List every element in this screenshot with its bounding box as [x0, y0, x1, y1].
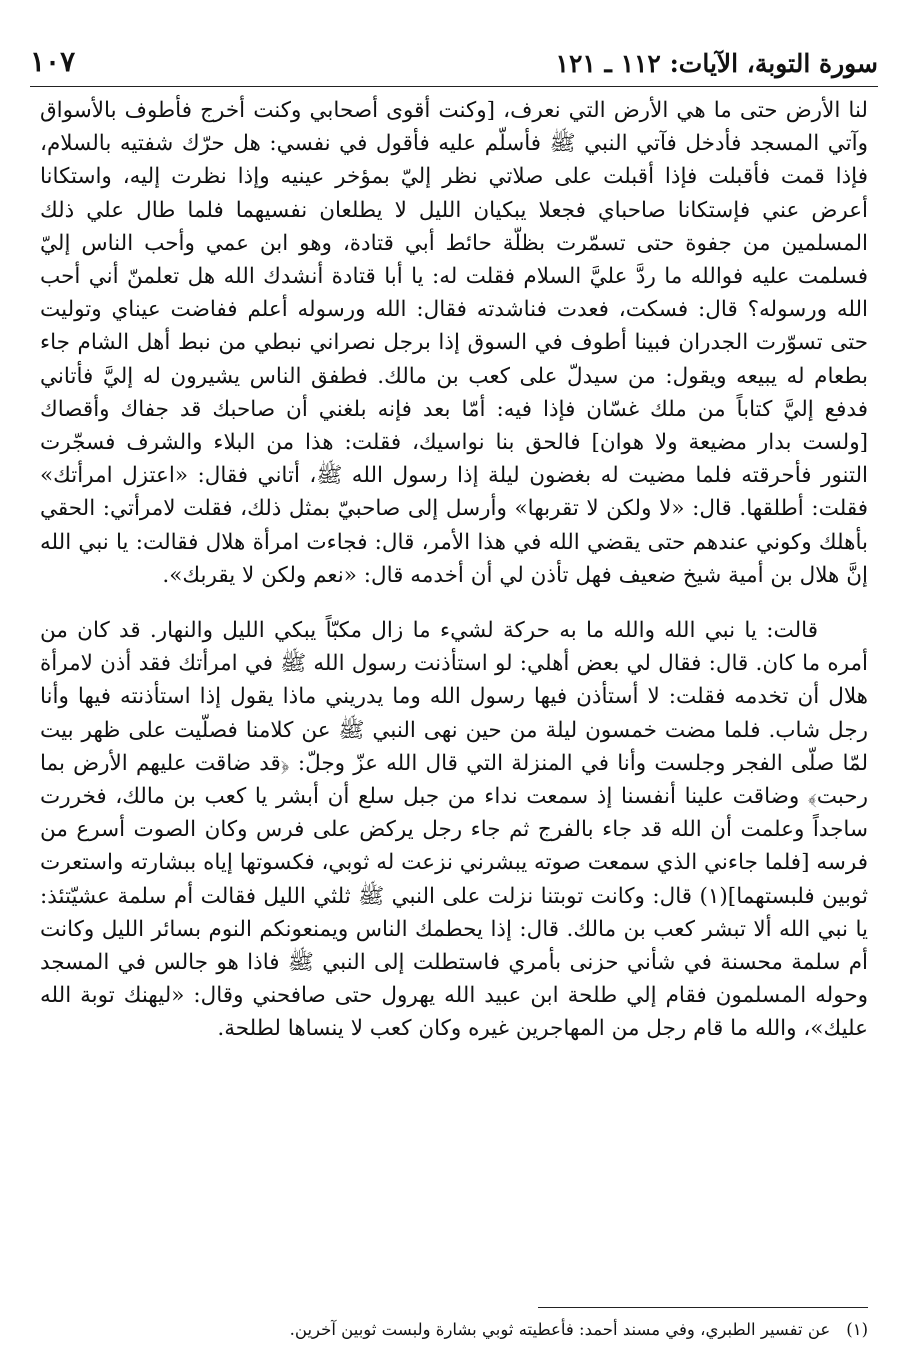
page-header [30, 38, 878, 78]
footnote [40, 1318, 868, 1342]
paragraph-1: لنا الأرض حتى ما هي الأرض التي نعرف، [وكنت أقوى أصحابي وكنت أخرج فأطوف بالأسواق وآتي المسجد فأدخل فآتي النبي ﷺ فأسلّم عليه فأقول في نفسي: هل حرّك شفتيه بالسلام، فإذا قمت فأقبلت فإذا أقبلت على صلاتي نظر إليّ بمؤخر عينيه وإذا نظرت إليه، واستكانا أعرض عني فإستكانا صاحباي فجعلا يبكيان الليل لا يطلعان نفسيهما فلما طال علي ذلك المسلمين من جفوة حتى تسمّرت بظلّة حائط أبي قتادة، وهو ابن عمي وأحب الناس إليّ فسلمت عليه فوالله ما ردَّ عليَّ السلام فقلت له: يا أبا قتادة أنشدك الله هل تعلمنّ أني أحب الله ورسوله؟ قال: فسكت، فعدت فناشدته فقال: الله ورسوله أعلم ففاضت عيناي وتوليت حتى تسوّرت الجدران فبينا أطوف في السوق إذا برجل نصراني نبطي من نبط أهل الشام جاء بطعام له يبيعه ويقول: من سيدلّ على كعب بن مالك. فطفق الناس يشيرون له إليَّ فأتاني فدفع إليَّ كتاباً من ملك غسّان فإذا فيه: أمّا بعد فإنه بلغني أن صاحبك قد جفاك وأقصاك [ولست بدار مضيعة ولا هوان] فالحق بنا نواسيك، فقلت: هذا من البلاء والشرف فسجّرت التنور فأحرقته فلما مضيت له بغضون ليلة إذا رسول الله ﷺ، أتاني فقال: «اعتزل امرأتك» فقلت: أطلقها. قال: «لا ولكن لا تقربها» وأرسل إلى صاحبيّ بمثل ذلك، فقلت لامرأتي: الحقي بأهلك وكوني عندهم حتى يقضي الله في هذا الأمر، قال: فجاءت امرأة هلال فقالت: يا نبي الله إنَّ هلال بن أمية شيخ ضعيف فهل تأذن لي أن أخدمه قال: «نعم ولكن لا يقربك». [40, 98, 868, 588]
footnote-marker: (١) [846, 1320, 868, 1339]
footnote-divider [538, 1307, 868, 1308]
page-header-title: سورة التوبة، الآيات: ١١٢ ـ ١٢١ [555, 49, 878, 78]
header-divider [30, 86, 878, 87]
page-number: ١٠٧ [30, 45, 76, 78]
main-text [40, 94, 868, 1046]
footnote-text: عن تفسير الطبري، وفي مسند أحمد: فأعطيته ثوبي بشارة ولبست ثوبين آخرين. [289, 1320, 831, 1339]
paragraph-2: قالت: يا نبي الله والله ما به حركة لشيء ما زال مكبّاً يبكي الليل والنهار. قد كان من أمره ما كان. قال: فقال لي بعض أهلي: لو استأذنت رسول الله ﷺ في امرأتك فقد أذن لامرأة هلال أن تخدمه فقلت: لا أستأذن فيها رسول الله وما يدريني ماذا يقول إذا استأذنته فيها وأنا رجل شاب. فلما مضت خمسون ليلة من حين نهى النبي ﷺ عن كلامنا فصلّيت على ظهر بيت لمّا صلّى الفجر وجلست وأنا في المنزلة التي قال الله عزّ وجلّ: ﴿قد ضاقت عليهم الأرض بما رحبت﴾ وضاقت علينا أنفسنا إذ سمعت نداء من جبل سلع أن أبشر يا كعب بن مالك، فخررت ساجداً وعلمت أن الله قد جاء بالفرج ثم جاء رجل يركض على فرس وكان الصوت أسرع من فرسه [فلما جاءني الذي سمعت صوته يبشرني نزعت له ثوبي، فكسوتها إياه ببشارته واستعرت ثوبين فلبستهما](١) قال: وكانت توبتنا نزلت على النبي ﷺ ثلثي الليل فقالت أم سلمة عشيّتئذ: يا نبي الله ألا تبشر كعب بن مالك. قال: إذا يحطمك الناس ويمنعونكم النوم بسائر الليل وكانت أم سلمة محسنة في شأني حزنى بأمري فاستطلت إلى النبي ﷺ فاذا هو جالس في المسجد وحوله المسلمون فقام إلي طلحة ابن عبيد الله يهرول حتى صافحني وقال: «ليهنك توبة الله عليك»، والله ما قام رجل من المهاجرين غيره وكان كعب لا ينساها لطلحة. [40, 618, 868, 1042]
